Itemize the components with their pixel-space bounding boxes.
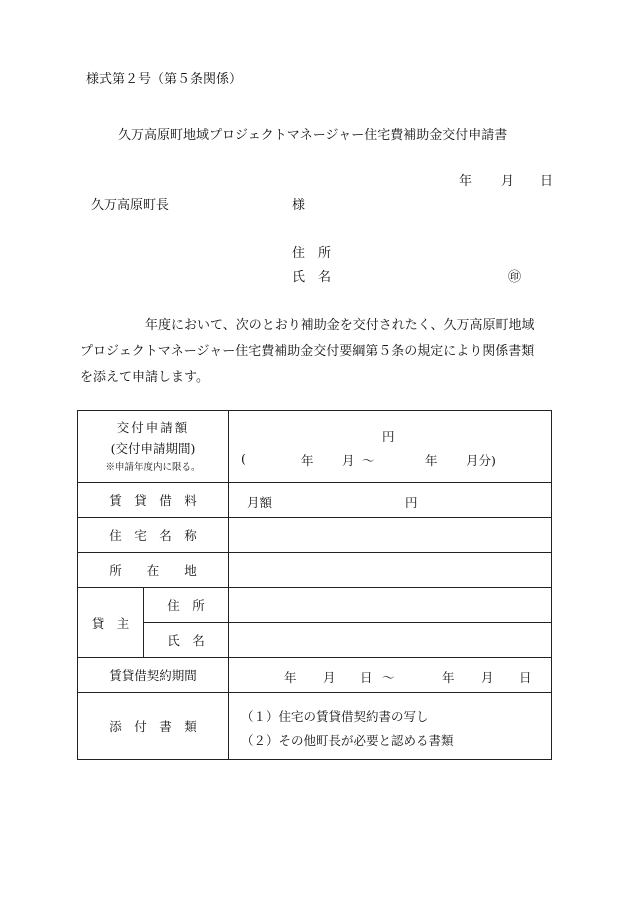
statement-line: 年度において、次のとおり補助金を交付されたく、久万高原町地域 [80, 318, 535, 333]
attachment-item: （２）その他町長が必要と認める書類 [241, 733, 454, 748]
amount-label: 交付申請額 [116, 419, 190, 435]
statement-line: を添えて申請します。 [80, 370, 209, 385]
attachment-item: （１）住宅の賃貸借契約書の写し [241, 709, 429, 724]
contract-day-end: 日 [519, 670, 532, 685]
table-row [78, 518, 552, 553]
contract-month-start: 月 [323, 670, 336, 685]
period-year-end: 年 [425, 453, 438, 468]
amount-note: ※申請年度内に限る。 [105, 461, 201, 473]
seal-mark: ㊞ [508, 270, 522, 285]
table-row [78, 623, 552, 658]
contract-year-end: 年 [442, 670, 455, 685]
period-open: ( [241, 451, 246, 466]
landlord-address-label: 住 所 [144, 588, 229, 623]
application-date [0, 170, 630, 190]
contract-period-cell[interactable] [229, 658, 552, 693]
amount-value-cell[interactable] [229, 411, 552, 483]
amount-unit: 円 [382, 429, 395, 444]
period-tilde: ～ [362, 453, 375, 468]
landlord-label: 貸 主 [78, 588, 144, 658]
statement-line: プロジェクトマネージャー住宅費補助金交付要綱第５条の規定により関係書類 [80, 344, 535, 359]
contract-year-start: 年 [284, 670, 297, 685]
form-number-label: 様式第２号（第５条関係） [86, 72, 243, 87]
attachments-cell [229, 693, 552, 760]
house-name-label: 住 宅 名 称 [78, 518, 229, 553]
period-year-start: 年 [301, 453, 314, 468]
date-year: 年 [459, 174, 473, 189]
application-statement [80, 313, 560, 391]
application-table [77, 410, 552, 760]
table-row [78, 693, 552, 760]
landlord-name-field[interactable] [229, 623, 552, 658]
table-row [78, 483, 552, 518]
period-month-start: 月 [342, 453, 355, 468]
applicant-name-label: 氏 名 [292, 270, 332, 285]
contract-tilde: ～ [382, 670, 395, 685]
contract-month-end: 月 [481, 670, 494, 685]
house-name-field[interactable] [229, 518, 552, 553]
contract-period-label: 賃貸借契約期間 [78, 658, 229, 693]
landlord-name-label: 氏 名 [144, 623, 229, 658]
table-row [78, 658, 552, 693]
table-row [78, 553, 552, 588]
attachments-label: 添 付 書 類 [78, 693, 229, 760]
amount-period-label: (交付申請期間) [110, 440, 196, 456]
location-field[interactable] [229, 553, 552, 588]
applicant-address-label: 住 所 [292, 246, 332, 261]
table-row [78, 588, 552, 623]
addressee: 久万高原町長 [91, 198, 170, 213]
date-month: 月 [501, 174, 515, 189]
period-month-end: 月分) [466, 453, 496, 468]
table-row [78, 411, 552, 483]
rent-unit: 円 [405, 495, 418, 510]
date-day: 日 [540, 174, 554, 189]
landlord-address-field[interactable] [229, 588, 552, 623]
contract-day-start: 日 [360, 670, 373, 685]
amount-label-cell [78, 411, 229, 483]
document-title: 久万高原町地域プロジェクトマネージャー住宅費補助金交付申請書 [118, 128, 508, 143]
rent-monthly-label: 月額 [247, 495, 273, 510]
location-label: 所 在 地 [78, 553, 229, 588]
honorific: 様 [292, 198, 306, 213]
rent-value-cell[interactable] [229, 483, 552, 518]
rent-label: 賃 貸 借 料 [78, 483, 229, 518]
